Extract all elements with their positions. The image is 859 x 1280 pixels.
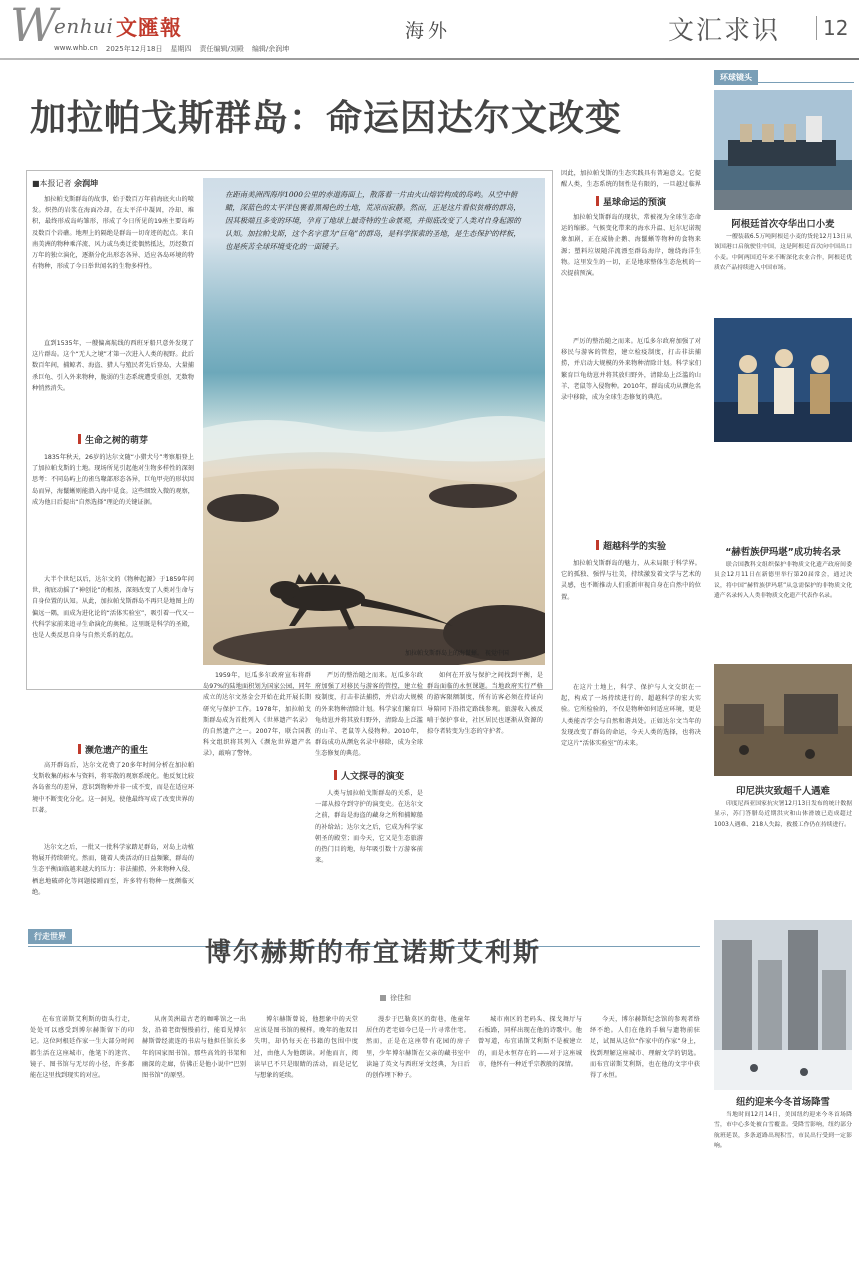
section-heading-text: 星球命运的预演 — [602, 197, 666, 208]
sidebar-photo-performance — [714, 318, 852, 442]
article-paragraph: 严厉的整治随之而来。厄瓜多尔政府加强了对移民与游客的管控，建立检疫制度，打击非法捕捞，并启动大规模的外来物种清除计划。科学家们繁育巨龟幼崽并将其放归野外，清除岛上泛滥的山羊、老鼠等入侵物种。2010年，群岛成功从濒危名录中移除，成为全球生态修复的典范。 — [315, 672, 423, 758]
sidebar-item-title: 印尼洪灾致超千人遇难 — [736, 786, 830, 797]
folk-performance-image — [714, 318, 852, 442]
sidebar-photo-ship — [714, 90, 852, 210]
page-header — [0, 0, 859, 62]
article-paragraph: 城市南区的老码头、探戈舞厅与石板路，同样出现在他的诗歌中。他曾写道，布宜诺斯艾利斯不是被建立的，而是永恒存在的——对于这座城市，他怀有一种近乎宗教般的深情。 — [478, 1016, 582, 1068]
article-paragraph: 人类与加拉帕戈斯群岛的关系，是一部从掠夺到守护的演变史。在达尔文之前，群岛是海盗的藏身之所和捕鲸船的补给站；达尔文之后，它成为科学家朝圣的殿堂；而今天，它又是生态旅游的热门目的地，每年吸引数十万游客前来。 — [315, 790, 423, 865]
sidebar-item-title: “赫哲族伊玛堪”成功转名录 — [725, 547, 841, 558]
article-paragraph: 1959年，厄瓜多尔政府宣布将群岛97%的陆地面积划为国家公园，同年成立的达尔文基金会开始在此开展长期研究与保护工作。1978年，加拉帕戈斯群岛成为首批列入《世界遗产名录》的自然遗产之一。2007年，联合国教科文组织将其列入《濒危世界遗产名录》，敲响了警钟。 — [203, 672, 311, 758]
masthead-logo-text: enhui — [54, 14, 114, 38]
section-heading — [32, 432, 194, 446]
article-paragraph: 严厉的整治随之而来。厄瓜多尔政府加强了对移民与游客的管控，建立检疫制度，打击非法捕捞，并启动大规模的外来物种清除计划。科学家们繁育巨龟幼崽并将其放归野外，清除岛上泛滥的山羊、老鼠等入侵物种。2010年，群岛成功从濒危名录中移除，成为全球生态修复的典范。 — [561, 338, 701, 402]
sidebar-rule — [714, 82, 854, 83]
sidebar-item-text: 一艘装载6.5万吨阿根廷小麦的货轮12月13日从该国港口启航驶往中国，这是阿根廷首次向中国出口小麦。中阿两国近年来不断深化农业合作，阿根廷优质农产品持续进入中国市场。 — [714, 234, 852, 272]
article-paragraph: 今天，博尔赫斯纪念馆的参观者络绎不绝。人们在他的手稿与遗物前驻足，试图从这位“作家中的作家”身上，找到理解这座城市、理解文学的钥匙。而布宜诺斯艾利斯，也在他的文字中获得了永恒。 — [590, 1016, 700, 1080]
sidebar-item-text: 联合国教科文组织保护非物质文化遗产政府间委员会12月11日在新德里举行第20届常会，通过决议，将中国“赫哲族伊玛堪”从急需保护的非物质文化遗产名录转入人类非物质文化遗产代表作名录。 — [714, 562, 852, 600]
feature-title: 加拉帕戈斯群岛：命运因达尔文改变 — [30, 98, 623, 139]
marine-iguana-scene — [203, 178, 545, 665]
header-meta — [54, 44, 289, 54]
header-rule — [0, 58, 859, 60]
article-paragraph: 直到1535年，一艘偏离航线的西班牙船只意外发现了这片群岛。这个“无人之境”才第一次进入人类的视野。此后数百年间，捕鲸者、海盗、猎人与殖民者先后登岛，大量捕杀巨龟、引入外来物种，脆弱的生态系统遭受重创，无数物种悄然消失。 — [32, 340, 194, 392]
article-paragraph: 大半个世纪以后，达尔文的《物种起源》于1859年问世，彻底动摇了“神创论”的根基，深刻改变了人类对生命与自身位置的认知。从此，加拉帕戈斯群岛不再只是地图上的偏远一隅，而成为进化论的“活体实验室”，吸引着一代又一代科学家前来追寻生命演化的奥秘。这里既是科学的圣殿，也是人类反思自身与自然关系的起点。 — [32, 576, 194, 640]
section-heading-text: 生命之树的萌芽 — [84, 435, 148, 446]
snow-city-image — [714, 920, 852, 1090]
sidebar-item-text: 印度尼西亚国家抗灾署12月13日发布的统计数据显示，苏门答腊岛近期洪灾和山体滑坡已造成超过1003人遇难、218人失踪，救援工作仍在持续进行。 — [714, 801, 852, 828]
feature-byline — [32, 178, 98, 189]
article-paragraph: 如何在开放与保护之间找到平衡，是群岛面临的永恒课题。当地政府实行严格的游客限额制度，所有访客必须在持证向导陪同下沿指定路线参观。旅游收入被反哺于保护事业，社区居民也逐渐从资源的掠夺者转变为生态的守护者。 — [427, 672, 543, 736]
feature-intro: 在距南美洲西海岸1000公里的赤道海面上，散落着一片由火山熔岩构成的岛屿。从空中俯瞰，深蓝色的太平洋包裹着黑褐色的土地，荒凉而寂静。然而，正是这片看似贫瘠的群岛，因其极端且多变的环境，孕育了地球上最奇特的生命景观，并彻底改变了人类对自身起源的认知。加拉帕戈斯，这个名字意为“巨龟”的群岛，是科学探索的圣地，是生态保护的样板，也是疾苦全球环境变化的一面镜子。 — [225, 190, 521, 251]
article-paragraph: 加拉帕戈斯群岛的魅力，从未局限于科学界。它的孤独、强悍与壮美，持续激发着文学与艺术的灵感，也不断推动人们重新审视自身在自然中的位置。 — [561, 560, 701, 601]
section-name: 海外 — [405, 20, 452, 42]
byline-author: 余润坤 — [74, 179, 99, 188]
page-designer: 编辑/余润坤 — [251, 45, 290, 53]
heading-marker — [78, 434, 81, 444]
article-paragraph: 加拉帕戈斯群岛的现状，常被视为全球生态命运的缩影。气候变化带来的海水升温、厄尔尼诺现象加剧，正在威胁企鹅、海鬣蜥等物种的食物来源；塑料垃圾随洋流漂至群岛海岸，缠绕海洋生物。这里发生的一切，正是地球整体生态危机的一次提前预演。 — [561, 214, 701, 278]
walk-title: 博尔赫斯的布宜诺斯艾利斯 — [205, 938, 542, 968]
flood-image — [714, 664, 852, 776]
section-heading-text: 人文探寻的演变 — [340, 771, 404, 782]
sidebar-item-text: 当地时间12月14日，美国纽约迎来今冬首场降雪，市中心多处被白雪覆盖。受降雪影响，纽约部分航班延误，多条道路出现积雪，市民出行受到一定影响。 — [714, 1112, 852, 1150]
masthead-logo-letter: W — [10, 0, 58, 52]
heading-marker — [596, 196, 599, 206]
section-heading — [32, 742, 194, 756]
walk-byline-author: 徐佳和 — [390, 994, 411, 1002]
issue-weekday: 星期四 — [170, 45, 192, 53]
article-paragraph: 因此，加拉帕戈斯的生态实践具有普遍意义。它提醒人类，生态系统的韧性是有限的，一旦越过临界 — [561, 170, 701, 189]
section-heading-text: 超越科学的实验 — [602, 541, 666, 552]
article-paragraph: 高开群岛后，达尔文花费了20多年时间分析在加拉帕戈斯收集的标本与资料，将零散的观察系统化。他反复比较各岛雀鸟的差异，意识到物种并非一成不变，而是在适应环境中不断变化分化。这一洞见，使他最终写成了改变世界的巨著。 — [32, 762, 194, 814]
masthead-logo-chinese: 文匯報 — [116, 15, 182, 40]
section-heading — [561, 538, 701, 552]
feature-photo — [203, 178, 545, 665]
sidebar-item-title: 阿根廷首次夺华出口小麦 — [731, 219, 835, 230]
photo-caption: 加拉帕戈斯群岛上的海鬣蜥。 视觉中国 — [405, 650, 509, 657]
sidebar-item-title: 纽约迎来今冬首场降雪 — [736, 1097, 830, 1108]
section-heading-text: 濒危遗产的重生 — [84, 745, 148, 756]
site-url[interactable]: www.whb.cn — [54, 44, 98, 52]
sidebar-tag: 环球镜头 — [714, 70, 758, 85]
issue-date: 2025年12月18日 — [105, 45, 163, 53]
article-paragraph: 达尔文之后，一批又一批科学家踏足群岛，对岛上动植物展开持续研究。然而，随着人类活动的日益频繁，群岛的生态平衡面临越来越大的压力：非法捕捞、外来物种入侵、栖息地破碎化等问题接踵而至，许多特有物种一度濒临灭绝。 — [32, 844, 194, 896]
sidebar-photo-flood — [714, 664, 852, 776]
responsible-editor: 责任编辑/刘殿 — [199, 45, 244, 53]
article-paragraph: 加拉帕戈斯群岛的故事，始于数百万年前海底火山的喷发。炽热的岩浆在海面冷却，在太平洋中凝固，冷却、堆积，最终形成岛屿雏形，形成了今日所见的19座主要岛屿及数百个岩礁。地理上的隔绝是群岛一切奇迹的起点。来自南美洲的物种乘洋流、风力或鸟类迁徙偶然抵达，历经数百万年的独立演化，逐渐分化出形态各异、适应各岛环境的特有物种，形成了今日举世闻名的生物多样性。 — [32, 196, 194, 271]
article-paragraph: 在布宜诺斯艾利斯的街头行走，处处可以感受到博尔赫斯留下的印记。这位阿根廷作家一生大部分时间都生活在这座城市，他笔下的迷宫、镜子、图书馆与无尽的小径，许多都能在这里找到现实的对应。 — [30, 1016, 134, 1080]
page-number: 12 — [816, 16, 848, 40]
article-paragraph: 从南美洲最古老的咖啡馆之一出发，沿着老街慢慢前行，能看见博尔赫斯曾经流连的书店与他担任馆长多年的国家图书馆。那些高耸的书架和幽深的走廊，仿佛正是他小说中“巴别图书馆”的原型。 — [142, 1016, 246, 1080]
cargo-ship-image — [714, 90, 852, 210]
section-heading — [315, 768, 423, 782]
article-paragraph: 漫步于巴勒莫区的街巷，他童年居住的老宅如今已是一片寻常住宅。然而，正是在这座带有花园的房子里，少年博尔赫斯在父亲的藏书室中读遍了英文与西班牙文经典，为日后的创作埋下种子。 — [366, 1016, 470, 1080]
article-paragraph: 在这片土地上，科学、保护与人文交织在一起，构成了一场持续进行的、超越科学的宏大实验。它所检验的，不仅是物种如何适应环境，更是人类能否学会与自然和谐共处。正如达尔文当年的发现改变了群岛的命运，今天人类的选择，也将决定这片“活体实验室”的未来。 — [561, 684, 701, 748]
walk-tag: 行走世界 — [28, 929, 72, 944]
sidebar-photo-snow — [714, 920, 852, 1090]
article-paragraph: 博尔赫斯曾说，他想象中的天堂应该是图书馆的模样。晚年的他双目失明，却仍每天在书籍的包围中度过，由他人为他朗读。对他而言，阅读早已不只是眼睛的活动，而是记忆与想象的延续。 — [254, 1016, 358, 1080]
column-title: 文汇求识 — [668, 16, 781, 46]
byline-square-icon — [380, 995, 386, 1001]
heading-marker — [334, 770, 337, 780]
walk-byline — [380, 993, 411, 1003]
byline-prefix: ■本报记者 — [32, 179, 72, 188]
heading-marker — [78, 744, 81, 754]
section-heading — [561, 194, 701, 208]
article-paragraph: 1835年秋天，26岁的达尔文随“小猎犬号”考察船登上了加拉帕戈斯的土地。现场所见引起他对生物多样性的深刻思考：不同岛屿上的雀鸟喙部形态各异，巨龟甲壳的形状因岛而异，海鬣蜥则能潜入海中觅食。这些细致入微的观察，成为他日后提出“自然选择”理论的关键证据。 — [32, 454, 194, 506]
heading-marker — [596, 540, 599, 550]
